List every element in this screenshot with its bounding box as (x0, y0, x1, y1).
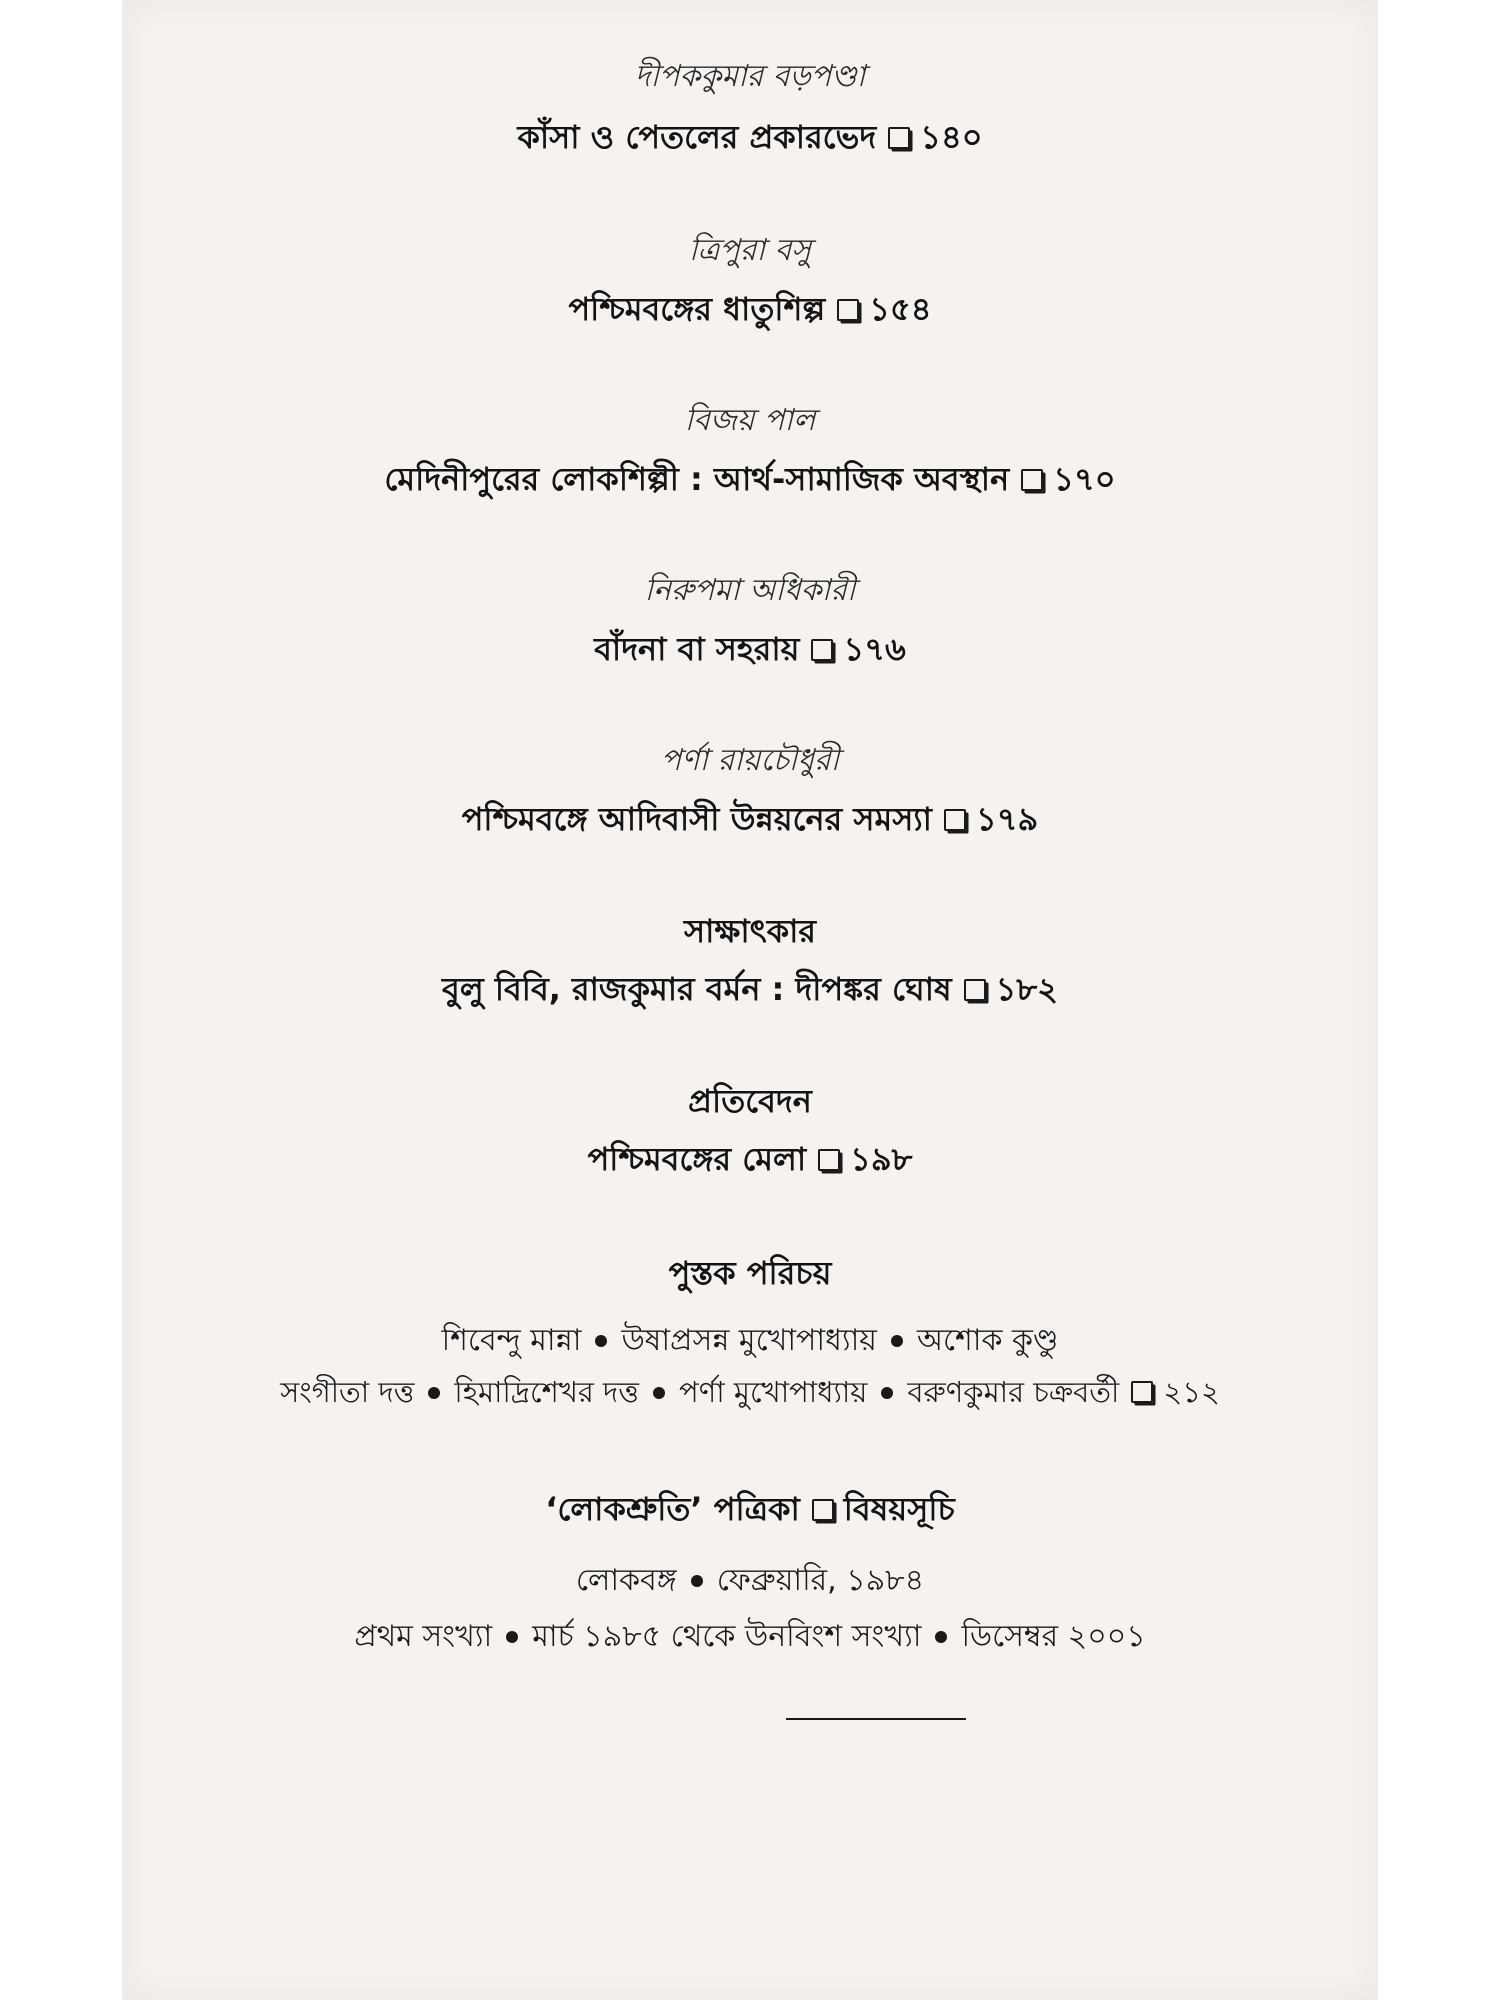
entry-author (122, 396, 1378, 447)
book-review-reviewers-line-2 (122, 1370, 1378, 1419)
article-title: বাঁদনা বা সহরায় (594, 630, 800, 668)
bullet-dot-icon (891, 1335, 903, 1347)
reviewer-name: উষাপ্রসন্ন মুখোপাধ্যায় (621, 1323, 877, 1358)
checkbox-bullet-icon (964, 979, 986, 1001)
page-number: ১৫৪ (869, 290, 932, 328)
report-title: পশ্চিমবঙ্গের মেলা (587, 1140, 807, 1178)
book-review-reviewers-line-1 (122, 1316, 1378, 1367)
entry-author (122, 52, 1378, 103)
page-number: ১৪০ (920, 118, 983, 156)
checkbox-bullet-icon (811, 639, 833, 661)
section-heading-text: পুস্তক পরিচয় (668, 1254, 832, 1292)
entry-title-line (122, 112, 1378, 166)
bullet-dot-icon (595, 1335, 607, 1347)
bullet-dot-icon (881, 1387, 893, 1399)
bullet-dot-icon (653, 1387, 665, 1399)
bullet-dot-icon (506, 1631, 518, 1643)
entry-author (122, 736, 1378, 787)
page-number: ১৭৬ (843, 630, 906, 668)
interview-line (122, 964, 1378, 1018)
reviewer-name: হিমাদ্রিশেখর দত্ত (454, 1375, 640, 1409)
reviewer-name: বরুণকুমার চক্রবর্তী (907, 1375, 1120, 1409)
author-name: নিরুপমা অধিকারী (644, 573, 856, 608)
author-name: দীপককুমার বড়পণ্ডা (634, 59, 866, 94)
section-heading-book-review (122, 1248, 1378, 1302)
author-name: বিজয় পাল (684, 403, 816, 438)
report-line (122, 1134, 1378, 1188)
reviewer-name: পর্ণা মুখোপাধ্যায় (679, 1375, 868, 1409)
index-publisher-line (122, 1556, 1378, 1607)
article-title: কাঁসা ও পেতলের প্রকারভেদ (517, 118, 877, 156)
article-title: পশ্চিমবঙ্গে আদিবাসী উন্নয়নের সমস্যা (461, 800, 932, 838)
checkbox-bullet-icon (1021, 469, 1043, 491)
section-heading-text: প্রতিবেদন (688, 1082, 812, 1120)
reviewer-name: সংগীতা দত্ত (280, 1375, 415, 1409)
publication-date: ফেব্রুয়ারি, ১৯৮৪ (716, 1563, 925, 1598)
page-number: ২১২ (1163, 1375, 1220, 1409)
checkbox-bullet-icon (888, 127, 910, 149)
section-heading-report (122, 1076, 1378, 1130)
article-title: মেদিনীপুরের লোকশিল্পী : আর্থ-সামাজিক অবস্থান (384, 460, 1010, 498)
reviewer-name: শিবেন্দু মান্না (441, 1323, 582, 1358)
entry-title-line (122, 624, 1378, 678)
index-range-line (122, 1612, 1378, 1663)
entry-title-line (122, 284, 1378, 338)
author-name: ত্রিপুরা বসু (688, 233, 812, 268)
page-paper (122, 0, 1378, 2000)
divider-rule (786, 1718, 966, 1720)
bullet-dot-icon (691, 1575, 703, 1587)
entry-author (122, 566, 1378, 617)
page-number: ১৯৮ (850, 1140, 913, 1178)
reviewer-name: অশোক কুণ্ডু (916, 1323, 1059, 1358)
article-title: পশ্চিমবঙ্গের ধাতুশিল্প (568, 290, 826, 328)
entry-author (122, 226, 1378, 277)
checkbox-bullet-icon (1131, 1381, 1153, 1403)
page-number: ১৮২ (995, 970, 1058, 1008)
range-end: ডিসেম্বর ২০০১ (961, 1619, 1146, 1654)
index-label: বিষয়সূচি (843, 1490, 955, 1528)
checkbox-bullet-icon (818, 1149, 840, 1171)
checkbox-bullet-icon (944, 809, 966, 831)
bullet-dot-icon (428, 1387, 440, 1399)
range-middle: মার্চ ১৯৮৫ থেকে উনবিংশ সংখ্যা (532, 1619, 922, 1654)
page-number: ১৭০ (1053, 460, 1116, 498)
bullet-dot-icon (935, 1631, 947, 1643)
index-journal-name: ‘লোকশ্রুতি’ পত্রিকা (545, 1490, 800, 1528)
page-number: ১৭৯ (975, 800, 1039, 838)
index-title-line (122, 1484, 1378, 1538)
interview-participants: বুলু বিবি, রাজকুমার বর্মন : দীপঙ্কর ঘোষ (442, 970, 952, 1008)
section-heading-interview (122, 906, 1378, 960)
checkbox-bullet-icon (812, 1499, 834, 1521)
entry-title-line (122, 794, 1378, 848)
checkbox-bullet-icon (837, 299, 859, 321)
publisher-name: লোকবঙ্গ (575, 1563, 677, 1598)
section-heading-text: সাক্ষাৎকার (684, 912, 816, 950)
range-start: প্রথম সংখ্যা (354, 1619, 493, 1654)
author-name: পর্ণা রায়চৌধুরী (660, 743, 840, 778)
entry-title-line (122, 454, 1378, 508)
